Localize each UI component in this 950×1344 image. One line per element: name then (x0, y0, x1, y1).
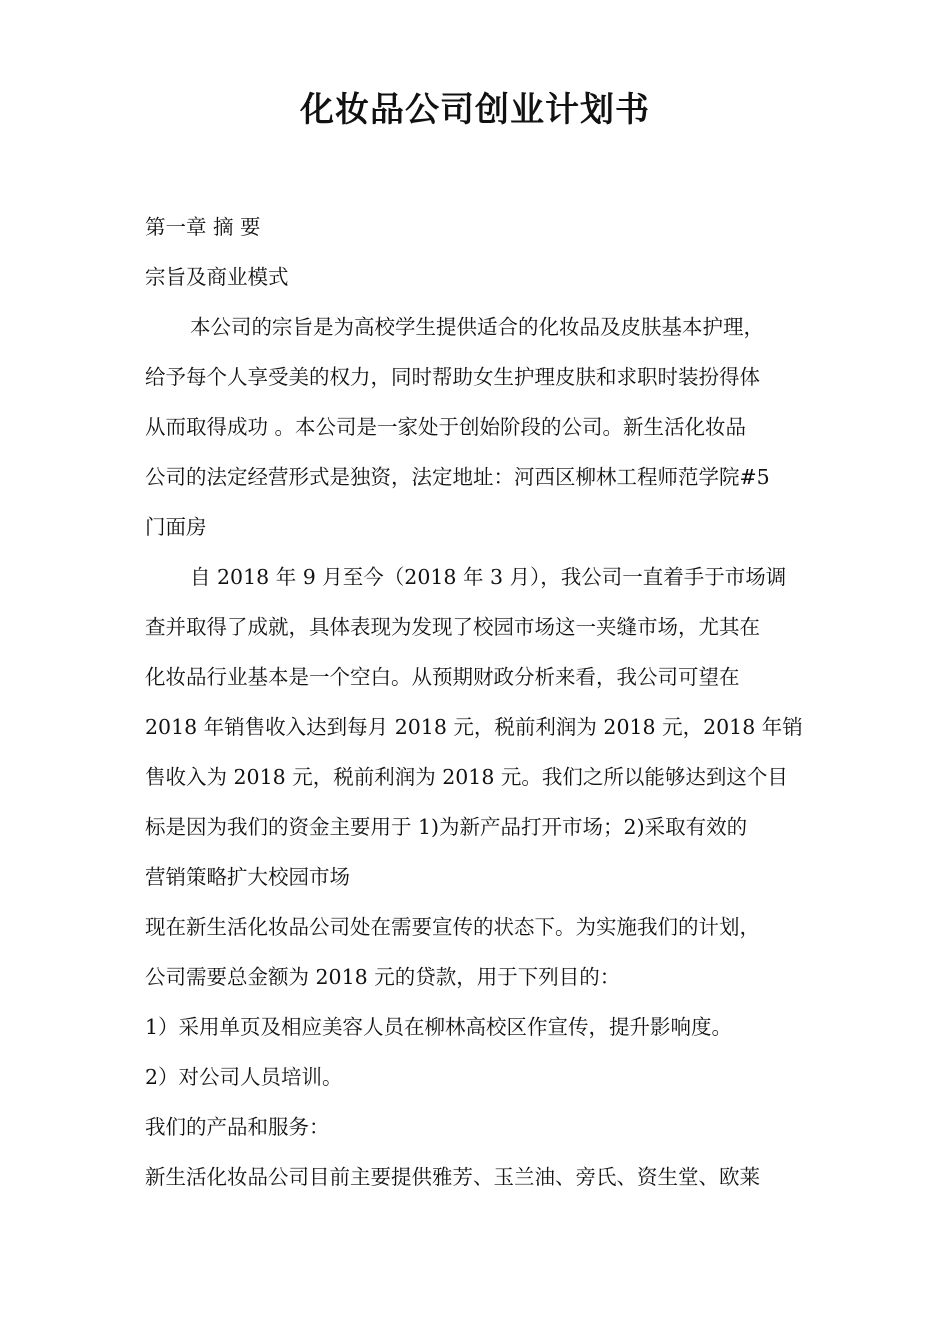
paragraph-line: 给予每个人享受美的权力，同时帮助女生护理皮肤和求职时装扮得体 (145, 365, 760, 389)
paragraph-line: 标是因为我们的资金主要用于 1)为新产品打开市场；2)采取有效的 (145, 815, 748, 839)
paragraph-line: 新生活化妆品公司目前主要提供雅芳、玉兰油、旁氏、资生堂、欧莱 (145, 1165, 760, 1189)
paragraph-line: 2018 年销售收入达到每月 2018 元，税前利润为 2018 元，2018 年销 (145, 715, 803, 739)
paragraph-line: 营销策略扩大校园市场 (145, 865, 350, 889)
paragraph-line: 自 2018 年 9 月至今（2018 年 3 月），我公司一直着手于市场调 (190, 565, 787, 589)
paragraph-line: 售收入为 2018 元，税前利润为 2018 元。我们之所以能够达到这个目 (145, 765, 788, 789)
paragraph-line: 从而取得成功 。本公司是一家处于创始阶段的公司。新生活化妆品 (145, 415, 747, 439)
list-item: 1）采用单页及相应美容人员在柳林高校区作宣传，提升影响度。 (145, 1015, 733, 1039)
chapter-heading: 第一章 摘 要 (145, 215, 261, 239)
paragraph-line: 本公司的宗旨是为高校学生提供适合的化妆品及皮肤基本护理， (190, 315, 764, 339)
document-body (145, 202, 815, 1202)
paragraph-line: 查并取得了成就，具体表现为发现了校园市场这一夹缝市场，尤其在 (145, 615, 760, 639)
section-heading: 我们的产品和服务： (145, 1115, 330, 1139)
paragraph-line: 门面房 (145, 515, 207, 539)
section-heading: 宗旨及商业模式 (145, 265, 289, 289)
paragraph-line: 现在新生活化妆品公司处在需要宣传的状态下。为实施我们的计划， (145, 915, 760, 939)
paragraph-line: 公司需要总金额为 2018 元的贷款，用于下列目的： (145, 965, 621, 989)
paragraph-line: 化妆品行业基本是一个空白。从预期财政分析来看，我公司可望在 (145, 665, 740, 689)
list-item: 2）对公司人员培训。 (145, 1065, 343, 1089)
document-title: 化妆品公司创业计划书 (300, 90, 650, 130)
paragraph-line: 公司的法定经营形式是独资，法定地址：河西区柳林工程师范学院#5 (145, 465, 770, 489)
